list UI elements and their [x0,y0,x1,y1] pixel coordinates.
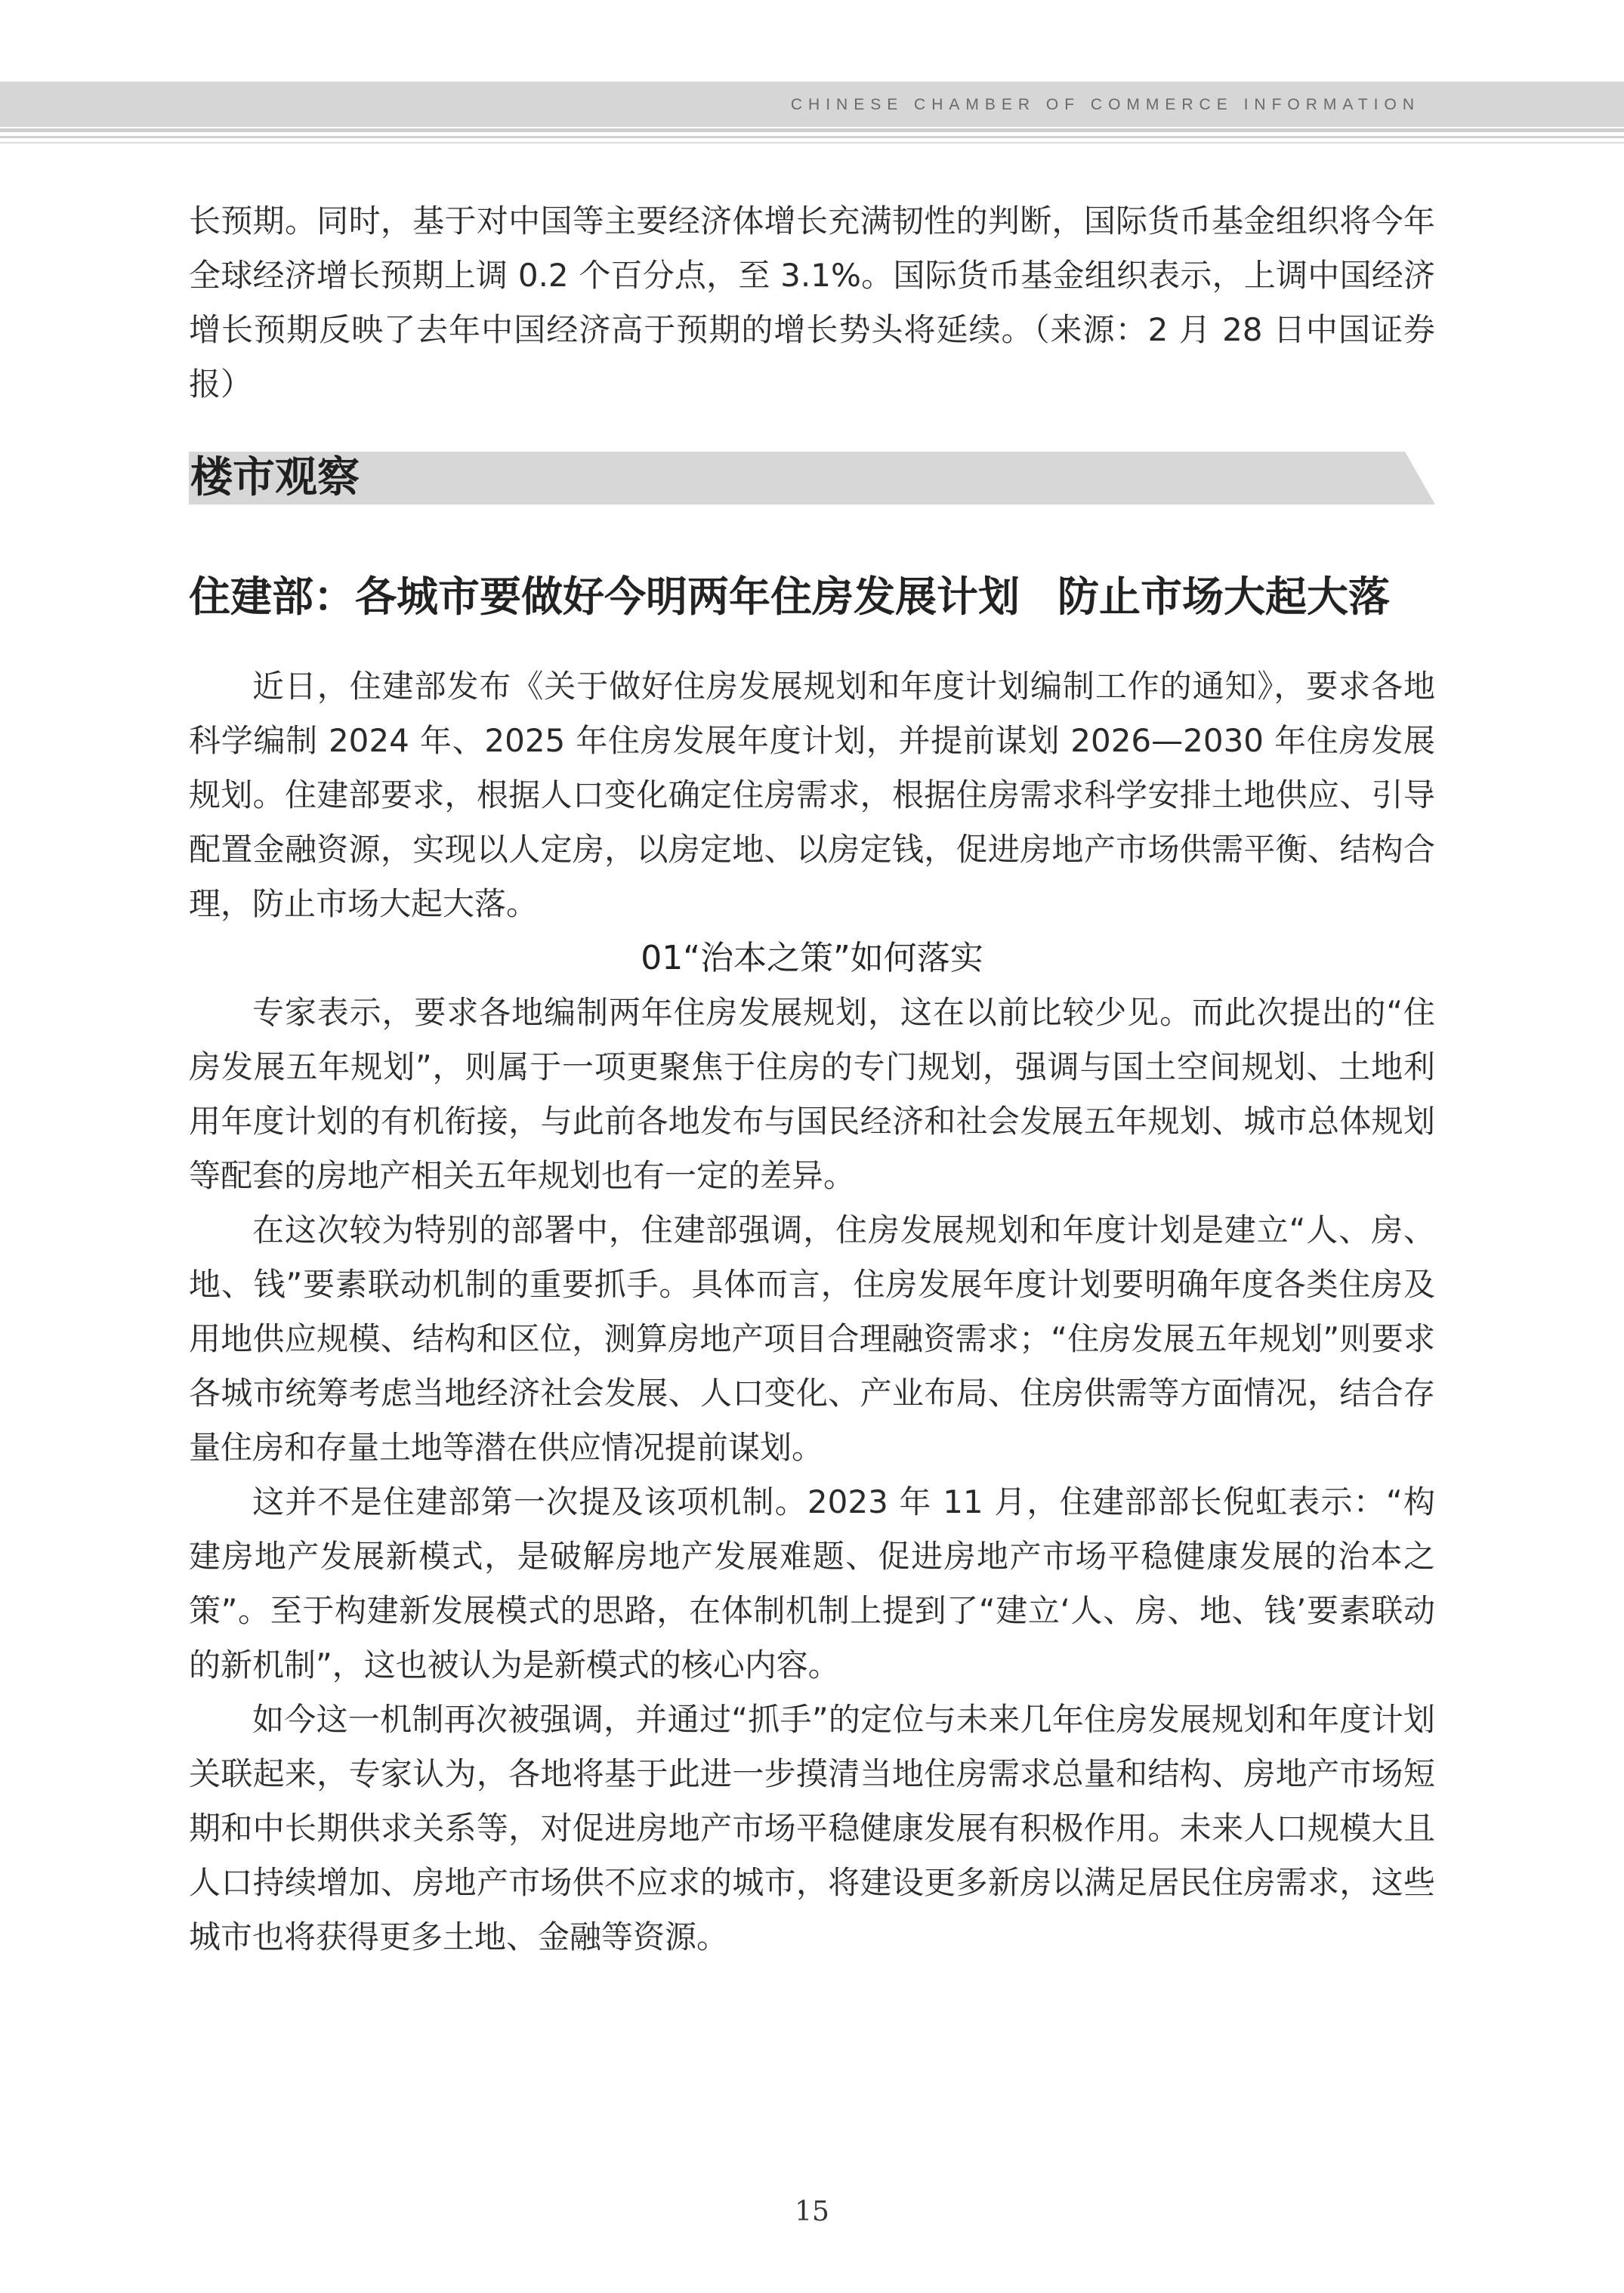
header-rule [0,142,1624,144]
header-rule [0,128,1624,132]
headline-part2: 防止市场大起大落 [1057,572,1391,621]
article-paragraph: 如今这一机制再次被强调，并通过“抓手”的定位与未来几年住房发展规划和年度计划关联起来，专家认为，各地将基于此进一步摸清当地住房需求总量和结构、房地产市场短期和中长期供求关系等，对促进房地产市场平稳健康发展有积极作用。未来人口规模大且人口持续增加、房地产市场供不应求的城市，将建设更多新房以满足居民住房需求，这些城市也将获得更多土地、金融等资源。 [189,1701,1435,1955]
intro-paragraph: 长预期。同时，基于对中国等主要经济体增长充满韧性的判断，国际货币基金组织将今年全球经济增长预期上调 0.2 个百分点，至 3.1%。国际货币基金组织表示，上调中国经济增长预期反映了去年中国经济高于预期的增长势头将延续。（来源：2 月 28 日中国证券报） [189,202,1435,403]
section-title: 楼市观察 [190,452,360,502]
article-paragraph: 这并不是住建部第一次提及该项机制。2023 年 11 月，住建部部长倪虹表示：“构建房地产发展新模式，是破解房地产发展难题、促进房地产市场平稳健康发展的治本之策”。至于构建新发展模式的思路，在体制机制上提到了“建立‘人、房、地、钱’要素联动的新机制”，这也被认为是新模式的核心内容。 [189,1483,1435,1683]
article-subheading: 01“治本之策”如何落实 [641,939,983,977]
article-body [189,659,1435,1964]
article-headline [189,566,1473,627]
headline-part1: 住建部：各城市要做好今明两年住房发展计划 [189,572,1020,621]
header-rule [0,136,1624,138]
article-paragraph: 近日，住建部发布《关于做好住房发展规划和年度计划编制工作的通知》，要求各地科学编制 2024 年、2025 年住房发展年度计划，并提前谋划 2026—2030 年住房发展规划。住建部要求，根据人口变化确定住房需求，根据住房需求科学安排土地供应、引导配置金融资源，实现以人定房，以房定地、以房定钱，促进房地产市场供需平衡、结构合理，防止市场大起大落。 [189,668,1435,922]
article-paragraph: 在这次较为特别的部署中，住建部强调，住房发展规划和年度计划是建立“人、房、地、钱”要素联动机制的重要抓手。具体而言，住房发展年度计划要明确年度各类住房及用地供应规模、结构和区位，测算房地产项目合理融资需求；“住房发展五年规划”则要求各城市统筹考虑当地经济社会发展、人口变化、产业布局、住房供需等方面情况，结合存量住房和存量土地等潜在供应情况提前谋划。 [189,1211,1435,1466]
section-bar [189,452,1435,505]
running-title: CHINESE CHAMBER OF COMMERCE INFORMATION [790,96,1420,113]
page-number: 15 [795,2196,829,2227]
intro-block [189,194,1435,412]
article-paragraph: 专家表示，要求各地编制两年住房发展规划，这在以前比较少见。而此次提出的“住房发展五年规划”，则属于一项更聚焦于住房的专门规划，强调与国土空间规划、土地利用年度计划的有机衔接，与此前各地发布与国民经济和社会发展五年规划、城市总体规划等配套的房地产相关五年规划也有一定的差异。 [189,994,1435,1194]
